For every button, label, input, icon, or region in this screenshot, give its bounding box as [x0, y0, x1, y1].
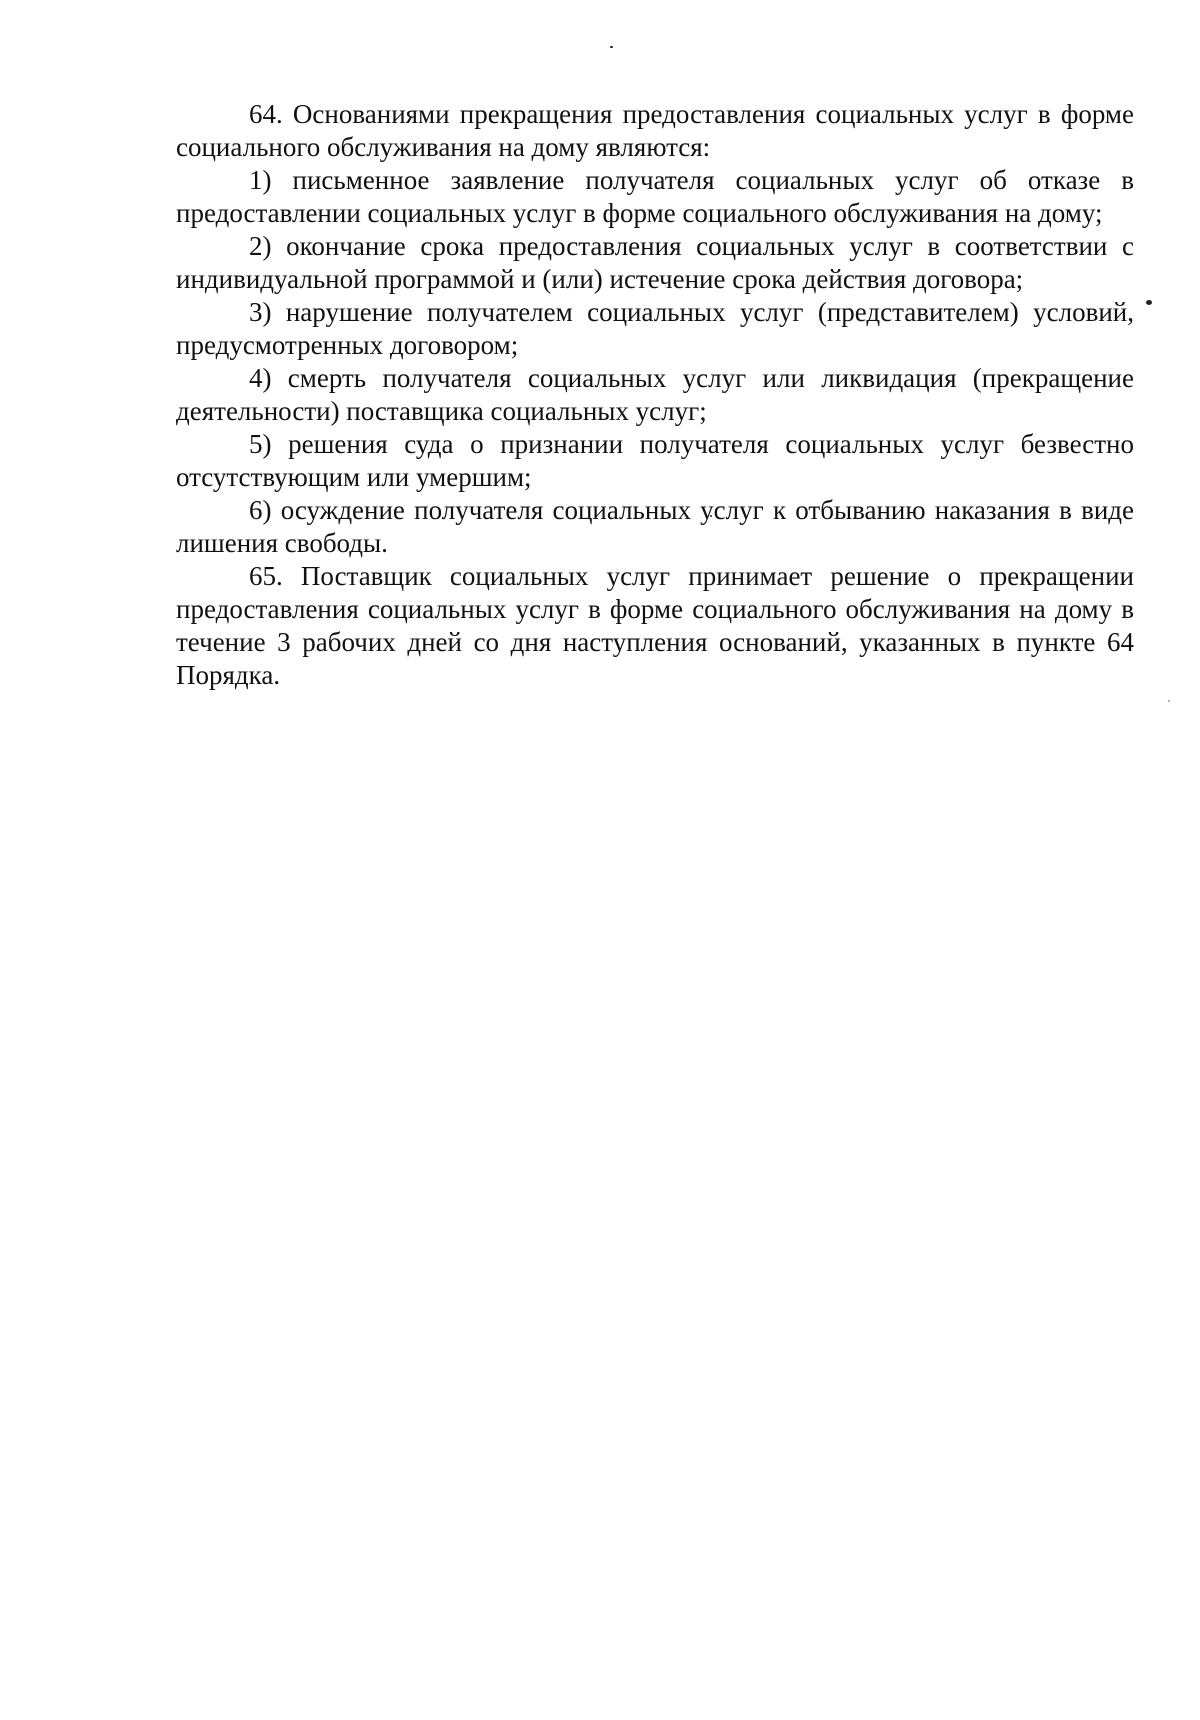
scan-speck	[610, 46, 613, 48]
list-item-1: 1) письменное заявление получателя социальных услуг об отказе в предоставлении социальных услуг в форме социального обслуживания на дому;	[176, 165, 1134, 228]
paragraph-64-heading: 64. Основаниями прекращения предоставления социальных услуг в форме социального обслуживания на дому являются:	[176, 99, 1134, 162]
list-item-6: 6) осуждение получателя социальных услуг к отбыванию наказания в виде лишения свободы.	[176, 495, 1134, 558]
paragraph-65: 65. Поставщик социальных услуг принимает решение о прекращении предоставления социальных услуг в форме социального обслуживания на дому в течение 3 рабочих дней со дня наступления оснований, указанных в пункте 64 Порядка.	[176, 561, 1134, 690]
list-item-3: 3) нарушение получателем социальных услуг (представителем) условий, предусмотренных договором;	[176, 297, 1134, 360]
list-item-2: 2) окончание срока предоставления социальных услуг в соответствии с индивидуальной программой и (или) истечение срока действия договора;	[176, 231, 1134, 294]
list-item-4: 4) смерть получателя социальных услуг или ликвидация (прекращение деятельности) поставщика социальных услуг;	[176, 363, 1134, 426]
list-item-5: 5) решения суда о признании получателя социальных услуг безвестно отсутствующим или умершим;	[176, 429, 1134, 492]
scan-speck	[1146, 300, 1152, 305]
scan-speck	[1168, 700, 1170, 702]
document-body	[176, 98, 1134, 692]
